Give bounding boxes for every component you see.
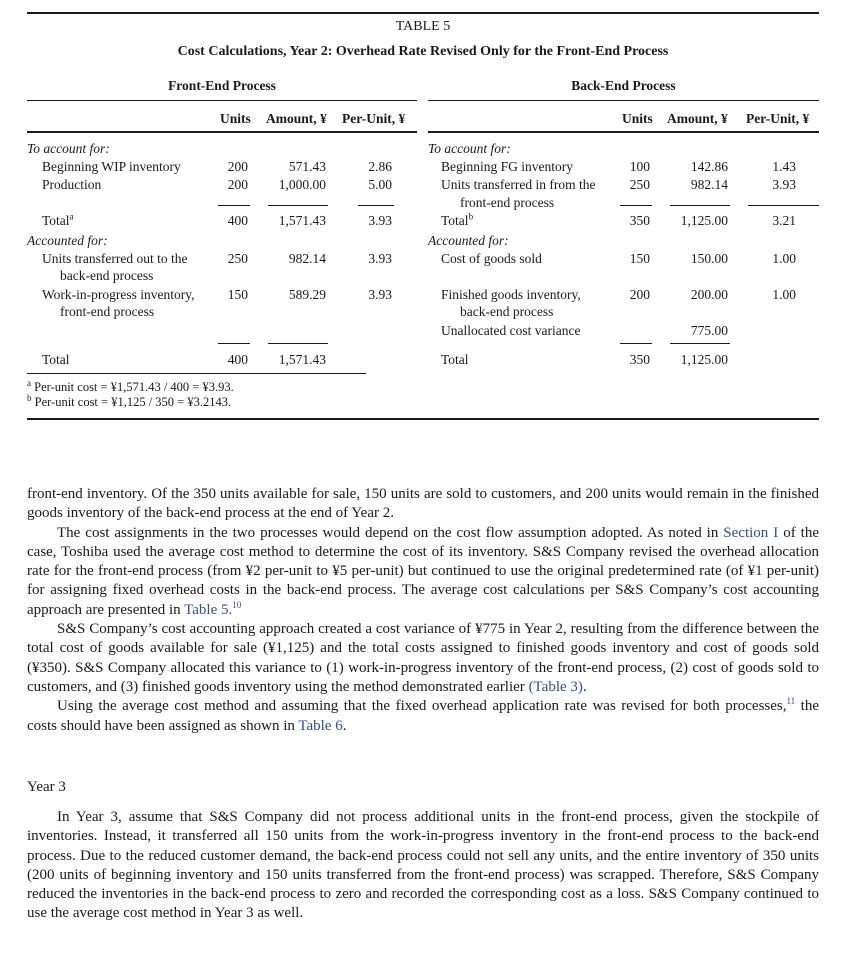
back-end-heading: Back-End Process <box>571 78 676 93</box>
front-total-perunit: 3.93 <box>368 213 392 228</box>
back-grand-total-amount: 1,125.00 <box>680 352 728 367</box>
footnote-b: $^b$ Per-unit cost = ¥1,125 / 350 = ¥3.2143. <box>27 392 232 409</box>
back-row-perunit: 1.00 <box>772 287 796 302</box>
paragraph: S&S Company’s cost accounting approach created a cost variance of ¥775 in Year 2, resulting from the difference between the total cost of goods available for sale (¥1,125) and the total costs assigned to finished goods inventory and cost of goods sold (¥350). S&S Company allocated this variance to (1) work-in-progress inventory of the front-end process, (2) cost of goods sold to customers, and (3) finished goods inventory using the method demonstrated earlier (Table 3). <box>27 621 819 695</box>
back-row-label: Finished goods inventory, <box>441 287 581 302</box>
front-sum-rule <box>268 343 328 344</box>
body-text <box>27 485 819 736</box>
table-top-rule <box>27 12 819 14</box>
back-sum-rule <box>670 205 730 206</box>
back-row-label: Unallocated cost variance <box>441 323 581 338</box>
front-row-label: Beginning WIP inventory <box>42 159 181 174</box>
front-row-label-cont: front-end process <box>60 304 155 319</box>
table-title: Cost Calculations, Year 2: Overhead Rate Revised Only for the Front-End Process <box>177 44 669 59</box>
back-col-perunit: Per-Unit, ¥ <box>746 111 810 126</box>
back-row-amount: 142.86 <box>690 159 728 174</box>
front-header-rule <box>27 131 417 133</box>
front-col-amount: Amount, ¥ <box>266 111 327 126</box>
front-row-units: 200 <box>227 159 248 174</box>
front-row-perunit: 3.93 <box>368 251 392 266</box>
footnote-a: $^a$ Per-unit cost = ¥1,571.43 / 400 = ¥3.93. <box>27 377 234 394</box>
front-row-perunit: 2.86 <box>368 159 392 174</box>
front-grand-total-label: Total <box>42 352 70 367</box>
table-number: TABLE 5 <box>395 19 451 34</box>
front-to-account-for: To account for: <box>27 141 110 156</box>
table-link[interactable]: Table 6 <box>298 717 343 734</box>
paragraph: The cost assignments in the two processes would depend on the cost flow assumption adopted. As noted in Section I of the case, Toshiba used the average cost method to determine the cost of its inventory. S&S Company revised the overhead allocation rate for the front-end process (from ¥2 per-unit to ¥5 per-unit) but continued to use the original predetermined rate (of ¥1 per-unit) for assigning fixed overhead costs in the back-end process. The average cost calculations per S&S Company’s cost accounting approach are presented in Table 5.10 <box>27 524 819 618</box>
back-row-units: 250 <box>629 177 650 192</box>
back-sum-rule <box>620 343 652 344</box>
footnote-mark: a <box>69 211 74 222</box>
back-row-amount: 150.00 <box>690 251 728 266</box>
footnote-rule <box>27 373 366 374</box>
front-grand-total-units: 400 <box>227 352 248 367</box>
front-col-units: Units <box>220 111 251 126</box>
back-total-amount: 1,125.00 <box>680 213 728 228</box>
front-row-amount: 982.14 <box>288 251 326 266</box>
back-grand-total-label: Total <box>441 352 469 367</box>
back-to-account-for: To account for: <box>428 141 511 156</box>
front-col-perunit: Per-Unit, ¥ <box>342 111 406 126</box>
footnote-ref[interactable]: 11 <box>786 696 796 707</box>
front-sum-rule <box>218 343 250 344</box>
front-row-perunit: 3.93 <box>368 287 392 302</box>
front-sum-rule <box>218 205 250 206</box>
front-row-label: Production <box>42 177 102 192</box>
back-accounted-for: Accounted for: <box>428 233 509 248</box>
table-bottom-rule <box>27 418 819 420</box>
front-sum-rule <box>358 205 394 206</box>
back-row-label: Units transferred in from the <box>441 177 596 192</box>
front-row-amount: 1,000.00 <box>278 177 326 192</box>
body-text-year3 <box>27 808 819 924</box>
front-row-label: Units transferred out to the <box>42 251 188 266</box>
front-row-units: 150 <box>227 287 248 302</box>
back-row-label: Beginning FG inventory <box>441 159 573 174</box>
front-total-units: 400 <box>227 213 248 228</box>
back-sum-rule <box>670 343 730 344</box>
back-row-perunit: 3.93 <box>772 177 796 192</box>
back-row-units: 100 <box>629 159 650 174</box>
paragraph: front-end inventory. Of the 350 units available for sale, 150 units are sold to customers, and 200 units would remain in the finished goods inventory of the back-end process at the end of Year 2. <box>27 486 819 522</box>
back-row-units: 150 <box>629 251 650 266</box>
section-link[interactable]: Section I <box>723 524 779 541</box>
front-sum-rule <box>268 205 328 206</box>
back-row-label: Cost of goods sold <box>441 251 542 266</box>
front-row-label-cont: back-end process <box>60 268 154 283</box>
back-grand-total-units: 350 <box>629 352 650 367</box>
table-link[interactable]: (Table 3) <box>528 678 583 695</box>
back-header-rule <box>428 131 819 133</box>
front-grand-total-amount: 1,571.43 <box>278 352 326 367</box>
front-heading-rule <box>27 100 417 101</box>
front-accounted-for: Accounted for: <box>27 233 108 248</box>
back-sum-rule <box>748 205 819 206</box>
back-col-units: Units <box>622 111 653 126</box>
back-heading-rule <box>428 100 819 101</box>
back-row-label-cont: front-end process <box>460 195 555 210</box>
front-row-units: 200 <box>227 177 248 192</box>
front-row-units: 250 <box>227 251 248 266</box>
back-row-amount: 982.14 <box>690 177 728 192</box>
front-row-amount: 589.29 <box>288 287 326 302</box>
table-link[interactable]: Table 5. <box>184 601 233 618</box>
back-row-amount: 200.00 <box>690 287 728 302</box>
footnote-mark: b <box>468 211 474 222</box>
front-total-label: Total$^a$ <box>42 211 74 228</box>
back-sum-rule <box>620 205 652 206</box>
front-row-perunit: 5.00 <box>368 177 392 192</box>
paragraph: In Year 3, assume that S&S Company did not process additional units in the front-end process, given the stockpile of inventories. Instead, it transferred all 150 units from the work-in-progress inventory in the front-end process to the back-end process. Due to the reduced customer demand, the back-end process could not sell any units, and the entire inventory of 350 units (200 units of beginning inventory and 150 units transferred from the front-end process) was scrapped. Therefore, S&S Company reduced the inventories in the back-end process to zero and recorded the corresponding cost as a loss. S&S Company continued to use the average cost method in Year 3 as well. <box>27 809 819 922</box>
back-total-label: Total$^b$ <box>441 211 474 228</box>
back-col-amount: Amount, ¥ <box>667 111 728 126</box>
back-row-amount: 775.00 <box>690 323 728 338</box>
front-row-label: Work-in-progress inventory, <box>42 287 195 302</box>
front-end-heading: Front-End Process <box>168 78 276 93</box>
back-total-perunit: 3.21 <box>772 213 796 228</box>
front-total-amount: 1,571.43 <box>278 213 326 228</box>
back-row-label-cont: back-end process <box>460 304 554 319</box>
footnote-ref[interactable]: 10 <box>232 599 242 610</box>
back-row-perunit: 1.00 <box>772 251 796 266</box>
back-row-units: 200 <box>629 287 650 302</box>
section-heading: Year 3 <box>27 779 66 795</box>
front-row-amount: 571.43 <box>288 159 326 174</box>
paragraph: Using the average cost method and assuming that the fixed overhead application rate was revised for both processes,$^{11}$ the costs should have been assigned as shown in Table 6. <box>27 696 819 734</box>
back-row-perunit: 1.43 <box>772 159 796 174</box>
back-total-units: 350 <box>629 213 650 228</box>
